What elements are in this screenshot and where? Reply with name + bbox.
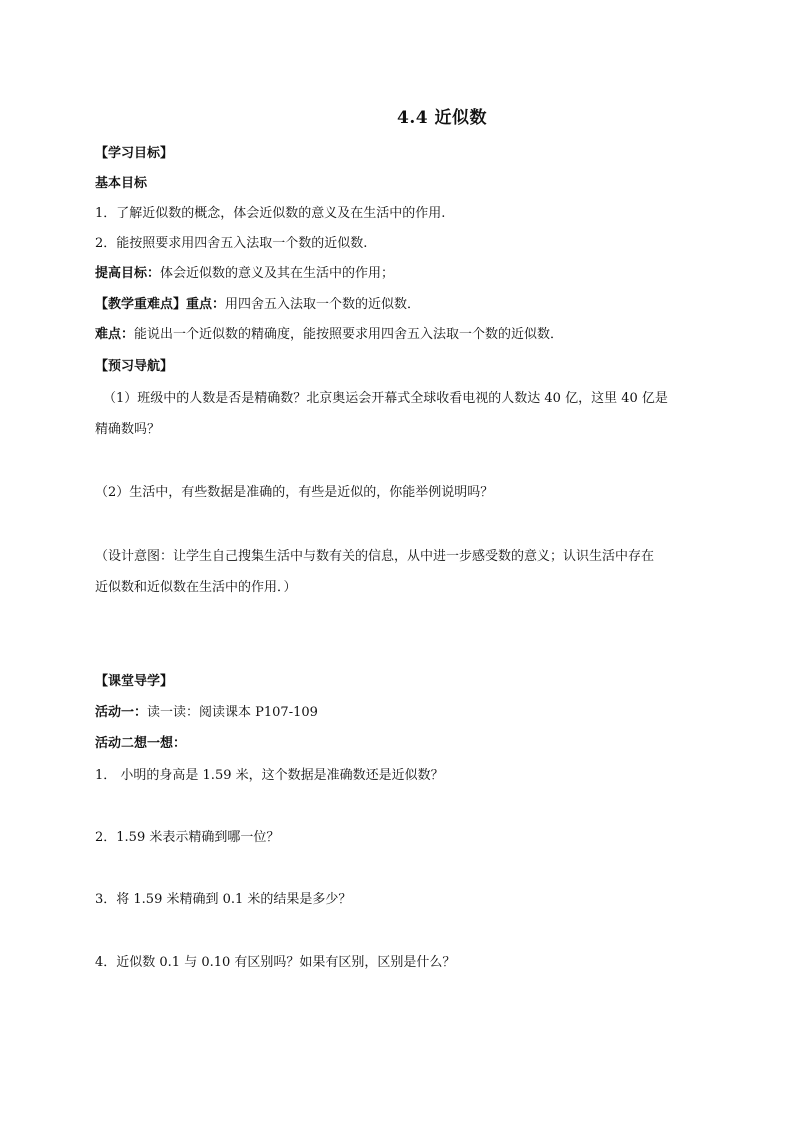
question-4: 4．近似数 0.1 与 0.10 有区别吗？如果有区别，区别是什么？ — [95, 955, 456, 970]
question-3: 3．将 1.59 米精确到 0.1 米的结果是多少？ — [95, 892, 352, 907]
preview-question-2: （2）生活中，有些数据是准确的，有些是近似的，你能举例说明吗？ — [95, 485, 494, 500]
advanced-goal-text: 体会近似数的意义及其在生活中的作用； — [160, 266, 395, 281]
section-heading-goals: 【学习目标】 — [95, 146, 174, 161]
section-heading-preview: 【预习导航】 — [95, 359, 174, 374]
section-heading-class: 【课堂导学】 — [95, 674, 174, 689]
goal-item-2: 2．能按照要求用四舍五入法取一个数的近似数. — [95, 236, 368, 251]
basic-goal-label: 基本目标 — [95, 176, 148, 191]
design-intent-line-2: 近似数和近似数在生活中的作用．） — [95, 580, 297, 595]
difficult-point-label: 难点： — [95, 327, 135, 342]
page-title: 4.4 近似数 — [397, 108, 487, 128]
difficult-point-text: 能说出一个近似数的精确度，能按照要求用四舍五入法取一个数的近似数． — [134, 327, 564, 342]
activity-1-text: 读一读：阅读课本 P107-109 — [147, 705, 318, 720]
key-point-text: 用四舍五入法取一个数的近似数． — [225, 297, 421, 312]
key-point — [95, 295, 420, 315]
activity-2-label: 活动二想一想： — [95, 736, 187, 751]
preview-question-1-line-2: 精确数吗？ — [95, 422, 161, 437]
goal-item-1: 1．了解近似数的概念，体会近似数的意义及在生活中的作用. — [95, 206, 446, 221]
key-point-label: 【教学重难点】重点： — [95, 297, 226, 312]
activity-1 — [95, 703, 318, 723]
difficult-point — [95, 325, 563, 345]
preview-question-1-line-1: （1）班级中的人数是否是精确数？北京奥运会开幕式全球收看电视的人数达 40 亿，这里 40 亿是 — [103, 391, 668, 406]
design-intent-line-1: （设计意图：让学生自己搜集生活中与数有关的信息，从中进一步感受数的意义；认识生活中存在 — [95, 549, 655, 564]
advanced-goal-label: 提高目标： — [95, 266, 161, 281]
question-2: 2．1.59 米表示精确到哪一位？ — [95, 830, 280, 845]
activity-1-label: 活动一： — [95, 705, 148, 720]
question-1: 1． 小明的身高是 1.59 米，这个数据是准确数还是近似数？ — [95, 768, 444, 783]
advanced-goal — [95, 264, 394, 284]
